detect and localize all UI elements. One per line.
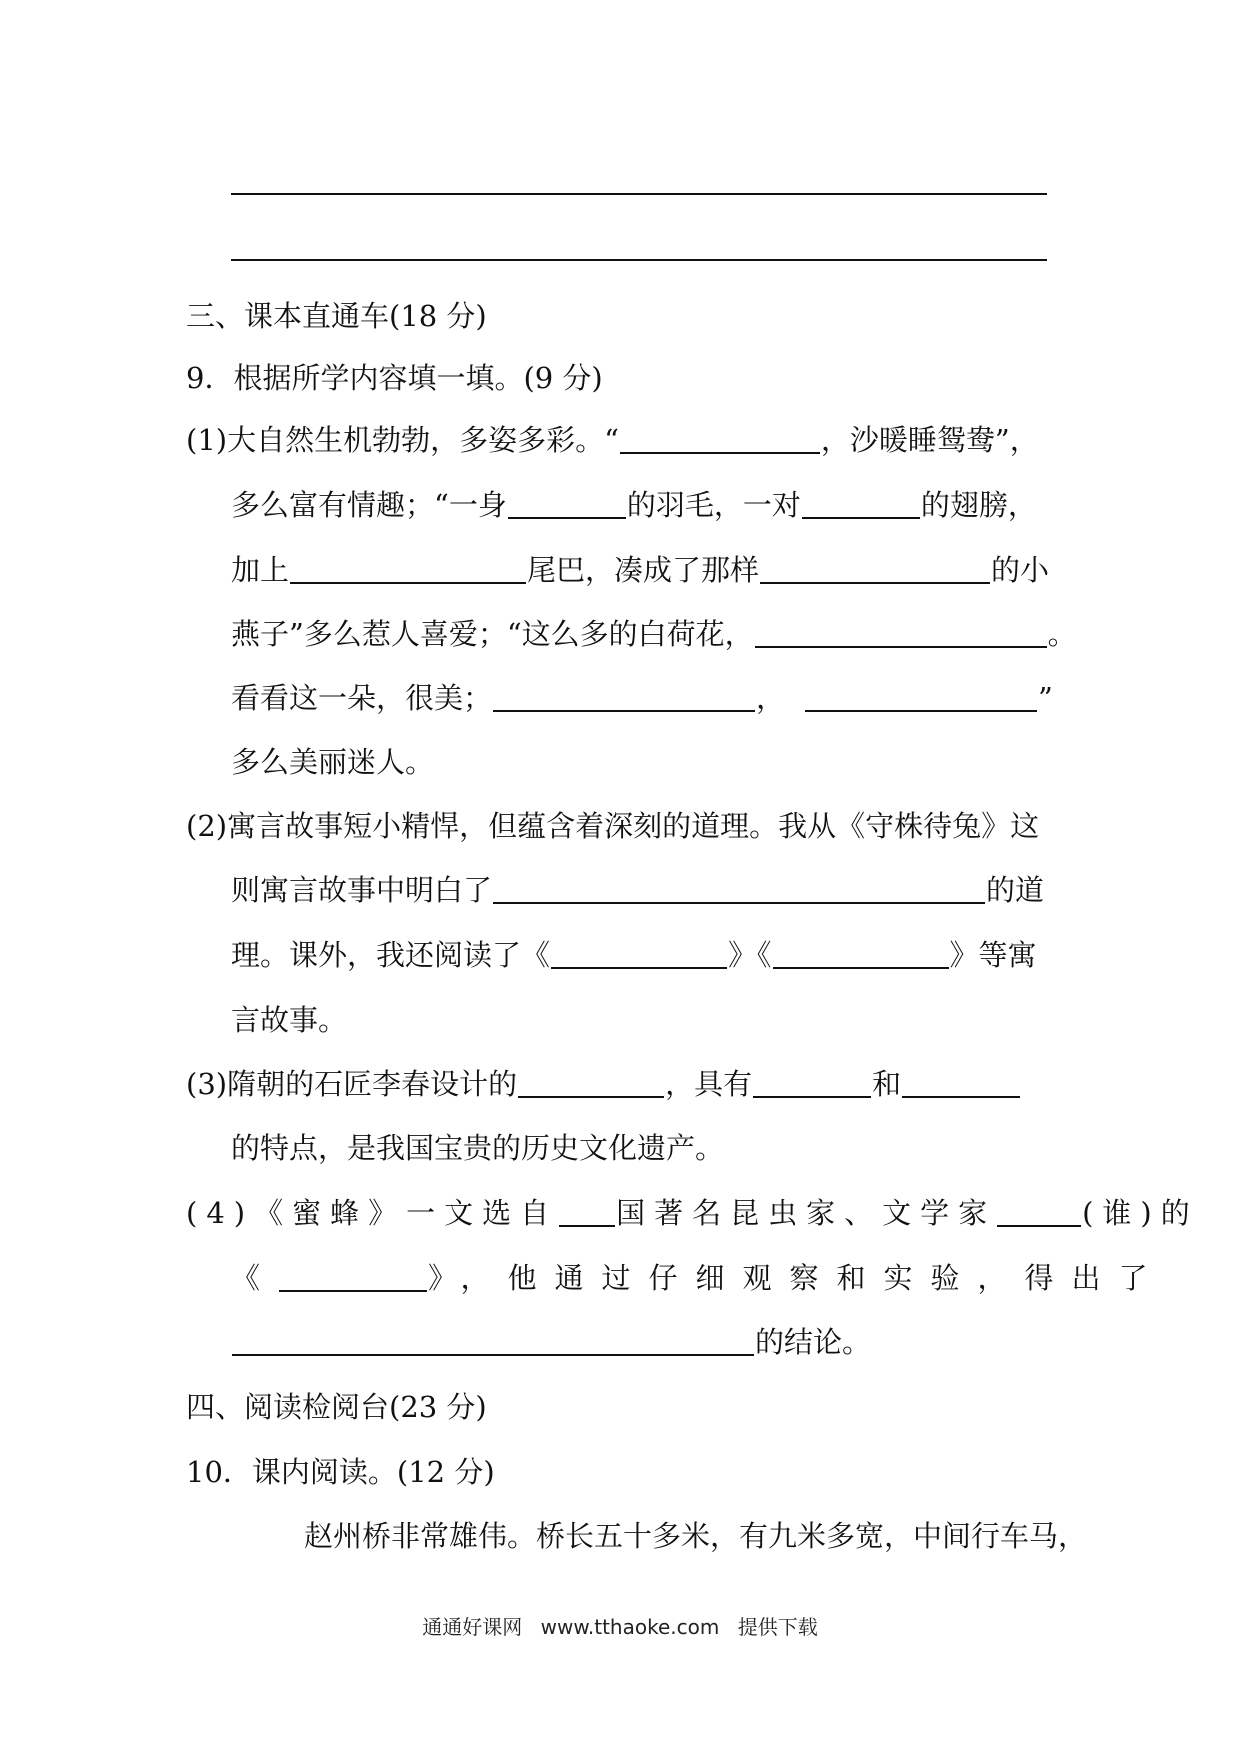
question-title: 10．课内阅读。(12 分) — [186, 1455, 495, 1489]
footer-site: 通通好课网 — [422, 1615, 523, 1639]
section-heading: 三、课本直通车(18 分) — [186, 299, 487, 333]
fill-blank[interactable] — [290, 552, 526, 584]
fill-blank[interactable] — [493, 872, 985, 904]
fill-blank[interactable] — [755, 616, 1047, 648]
question-title: 9．根据所学内容填一填。(9 分) — [186, 361, 603, 395]
fill-blank[interactable] — [508, 487, 626, 519]
q9-part1-line4: 燕子”多么惹人喜爱；“这么多的白荷花， 。 — [231, 617, 1077, 651]
fill-blank[interactable] — [805, 680, 1037, 712]
q9-part1-line3: 加上 尾巴，凑成了那样 的小 — [231, 553, 1050, 587]
page-footer — [0, 1612, 1240, 1642]
fill-blank[interactable] — [559, 1195, 615, 1227]
fill-blank[interactable] — [802, 487, 920, 519]
q9-part3-line2: 的特点，是我国宝贵的历史文化遗产。 — [231, 1131, 725, 1165]
q9-part2-line4: 言故事。 — [231, 1003, 348, 1037]
q9-part2-line3: 理。课外，我还阅读了《 》《 》等寓 — [231, 938, 1037, 972]
fill-blank[interactable] — [902, 1066, 1020, 1098]
q9-part2-line1: (2)寓言故事短小精悍，但蕴含着深刻的道理。我从《守株待兔》这 — [186, 809, 1040, 843]
answer-line — [231, 259, 1047, 261]
answer-line — [231, 193, 1047, 195]
footer-note: 提供下载 — [737, 1615, 818, 1639]
q9-part3-line1: (3)隋朝的石匠李春设计的 ，具有 和 — [186, 1064, 1021, 1104]
fill-blank[interactable] — [773, 937, 949, 969]
fill-blank[interactable] — [551, 937, 727, 969]
fill-blank[interactable] — [493, 680, 755, 712]
fill-blank[interactable] — [620, 422, 820, 454]
fill-blank[interactable] — [997, 1195, 1081, 1227]
q9-part4-line1: (4)《蜜蜂》一文选自 国著名昆虫家、文学家 (谁)的 — [186, 1196, 1199, 1230]
q9-part4-line2: 《 》，他通过仔细观察和实验，得出了 — [231, 1261, 1166, 1295]
fill-blank[interactable] — [232, 1324, 754, 1356]
q9-part1-line5: 看看这一朵，很美； ， ” — [231, 681, 1053, 715]
section-heading: 四、阅读检阅台(23 分) — [186, 1390, 487, 1424]
q9-part4-line3: 的结论。 — [231, 1322, 871, 1362]
fill-blank[interactable] — [760, 552, 990, 584]
q9-part1-line2: 多么富有情趣；“一身 的羽毛，一对 的翅膀， — [231, 488, 1037, 522]
q9-part1-line1: (1)大自然生机勃勃，多姿多彩。“ ，沙暖睡鸳鸯”， — [186, 423, 1039, 457]
fill-blank[interactable] — [518, 1066, 664, 1098]
reading-passage: 赵州桥非常雄伟。桥长五十多米，有九米多宽，中间行车马， — [304, 1519, 1088, 1553]
q9-part2-line2: 则寓言故事中明白了 的道 — [231, 873, 1045, 907]
fill-blank[interactable] — [753, 1066, 871, 1098]
q9-part1-line6: 多么美丽迷人。 — [231, 745, 435, 779]
fill-blank[interactable] — [279, 1260, 427, 1292]
footer-url[interactable]: www.tthaoke.com — [540, 1615, 720, 1639]
